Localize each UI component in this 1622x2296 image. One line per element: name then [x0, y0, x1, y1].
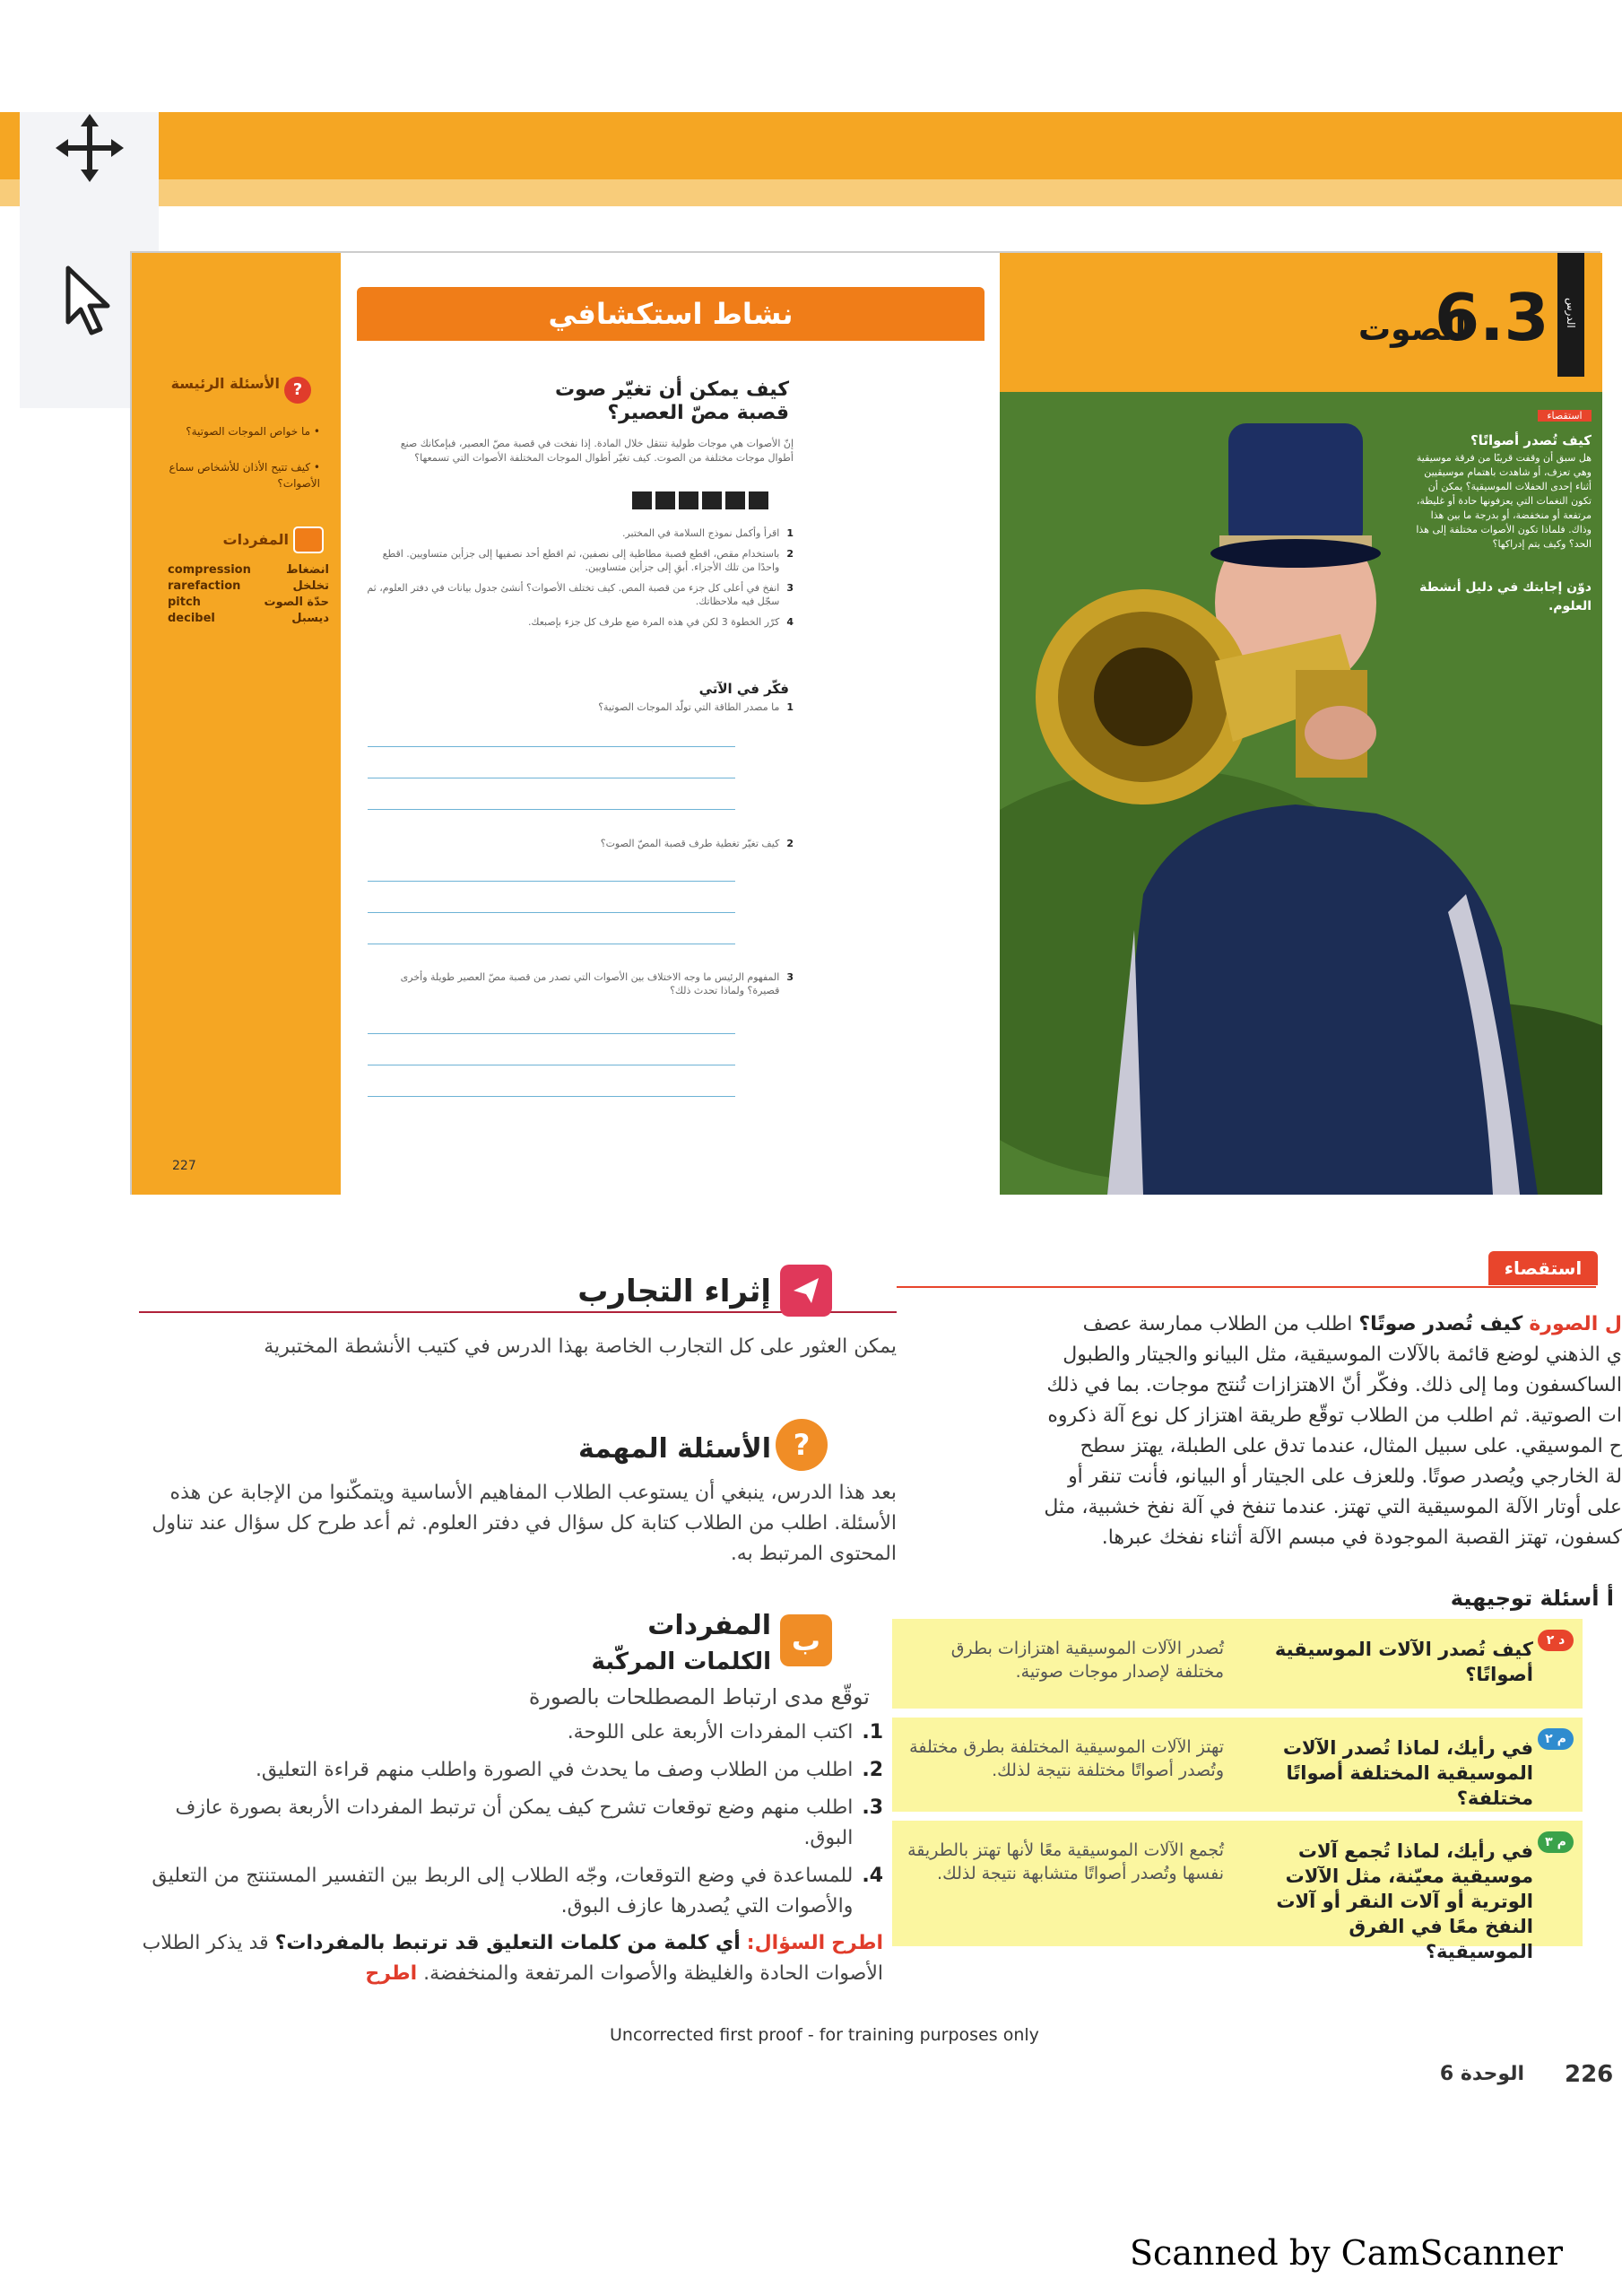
- step-number: 3: [786, 582, 794, 594]
- safety-icon: [655, 491, 675, 509]
- vocabulary-step: [143, 1755, 883, 1786]
- inquiry-first-line: [897, 1309, 1622, 1340]
- vocabulary-step-text: اكتب المفردات الأربعة على اللوحة.: [567, 1721, 854, 1744]
- page-number: 226: [1565, 2061, 1614, 2088]
- scanner-watermark: Scanned by CamScanner: [1130, 2233, 1564, 2273]
- think-about-it-heading: فكّر في الآتي: [698, 681, 789, 697]
- mini-inquiry-box: [1412, 410, 1592, 616]
- inquiry-line: على أوتار الآلة الموسيقية التي تهتز. عندما تنفخ في آلة نفخ خشبية، مثل: [1044, 1496, 1622, 1518]
- step-text: انفخ في أعلى كل جزء من قصبة المص. كيف تختلف الأصوات؟ أنشئ جدول بيانات في دفتر العلوم، ثم سجّل فيه ملاحظاتك.: [367, 582, 780, 607]
- vocabulary-title: المفردات: [647, 1610, 771, 1641]
- inquiry-rule: [897, 1286, 1596, 1288]
- vocabulary-step-text: اطلب من الطلاب وصف ما يحدث في الصورة واطلب منهم قراءة التعليق.: [255, 1759, 854, 1781]
- mini-vocab-row: [168, 562, 329, 578]
- trumpet-player-photo: [1000, 392, 1602, 1195]
- activity-step: [359, 547, 794, 574]
- ask-question: [139, 1928, 883, 1989]
- think-question-number: 3: [786, 971, 794, 983]
- mini-inquiry-text: هل سبق أن وقفت قريبًا من فرقة موسيقية وهي تعزف، أو شاهدت باهتمام موسيقيين أثناء إحدى الحفلات الموسيقية؟ يمكن أن تكون النغمات التي يعزفونها حادة أو غليظة، مرتفعة أو منخفضة، أو بدرجة ما بين هذا وذاك. فلماذا تكون الأصوات مختلفة إلى هذا الحد؟ وكيف يتم إدراكها؟: [1416, 451, 1592, 550]
- inquiry-tag-label: استقصاء: [1504, 1257, 1583, 1279]
- mini-vocab-ar: تخلخل: [292, 579, 329, 593]
- answer-line: [368, 1033, 735, 1034]
- question-text: أي كلمة من كلمات التعليق قد ترتبط بالمفردات؟: [274, 1932, 741, 1954]
- mini-vocab-en: pitch: [168, 596, 201, 609]
- vocabulary-step-number: 4.: [862, 1865, 883, 1887]
- inquiry-tag: [1488, 1251, 1598, 1285]
- answer-line: [368, 912, 735, 913]
- question-mark-icon: ?: [776, 1419, 828, 1471]
- mini-activity-column: [341, 253, 1000, 1195]
- inquiry-line: كسفون، تهتز القصبة الموجودة في مبسم الآلة أثناء نفخك عبرها.: [1101, 1526, 1622, 1549]
- activity-header: [357, 287, 984, 341]
- mini-vocab-en: compression: [168, 563, 251, 577]
- proof-note: Uncorrected first proof - for training purposes only: [610, 2025, 1039, 2045]
- unit-label: الوحدة 6: [1439, 2063, 1524, 2085]
- lesson-tag: الدرس: [1565, 298, 1577, 328]
- vocabulary-step-number: 1.: [862, 1721, 883, 1744]
- vocabulary-step: [143, 1861, 883, 1922]
- vocabulary-icon: [293, 526, 324, 553]
- ask-label: اطرح: [831, 1932, 883, 1954]
- answer-line: [368, 809, 735, 810]
- think-question-text: كيف تغيّر تغطية طرف قصبة المصّ الصوت؟: [600, 838, 780, 849]
- safety-icon: [632, 491, 652, 509]
- move-icon[interactable]: [54, 112, 126, 194]
- lesson-header: [1000, 253, 1602, 392]
- experiments-title: إثراء التجارب: [577, 1274, 771, 1309]
- safety-icons: [632, 491, 768, 509]
- mini-inquiry-question: كيف تُصدر أصواتًا؟: [1470, 432, 1592, 448]
- think-question-text: المفهوم الرئيس ما وجه الاختلاف بين الأصوات التي تصدر من قصبة مصّ العصير طويلة وأخرى قصيرة؟ ولماذا تحدث ذلك؟: [400, 971, 780, 996]
- step-number: 4: [786, 616, 794, 628]
- step-text: باستخدام مقص، اقطع قصبة مطاطية إلى نصفين، ثم اقطع أحد نصفيها إلى جزأين متساويين. اقطع واحدًا من تلك الأجزاء. أبقِ إلى جزأين متساويين.: [382, 548, 780, 573]
- answer-line: [368, 1096, 735, 1097]
- activity-step: [359, 526, 794, 540]
- step-text: اقرأ وأكمل نموذج السلامة في المختبر.: [621, 527, 780, 539]
- vocabulary-steps: [143, 1718, 883, 1922]
- mini-vocab-row: [168, 611, 329, 627]
- inquiry-section: [897, 1309, 1622, 1553]
- answer-line: [368, 881, 735, 882]
- ask-label: اطرح: [365, 1962, 418, 1985]
- think-question-text: ما مصدر الطاقة التي تولّد الموجات الصوتية؟: [598, 701, 780, 713]
- mini-notebook-note: دوّن إجابتك في دليل أنشطة العلوم.: [1419, 579, 1592, 613]
- vocabulary-subtitle: الكلمات المركّبة: [591, 1648, 771, 1675]
- vocabulary-step-number: 3.: [862, 1796, 883, 1819]
- activity-intro: إنّ الأصوات هي موجات طولية تنتقل خلال المادة. إذا نفخت في قصبة مصّ العصير، فبإمكانك صنع أطوال موجات مختلفة من الصوت. كيف تغيّر أطوال الموجات المختلفة الأصوات التي تسمعها؟: [400, 438, 794, 464]
- top-band-stripe: [0, 179, 1622, 206]
- guiding-question-row: [892, 1718, 1583, 1812]
- student-page-thumbnail: [130, 251, 1600, 1195]
- guiding-question-text: كيف تُصدر الآلات الموسيقية أصواتًا؟: [1274, 1639, 1533, 1685]
- activity-question: كيف يمكن أن تغيّر صوت قصبة مصّ العصير؟: [554, 378, 789, 424]
- safety-icon: [749, 491, 768, 509]
- think-question-number: 2: [786, 838, 794, 849]
- mini-sidebar-vocab-title: المفردات: [222, 531, 289, 548]
- safety-icon: [725, 491, 745, 509]
- activity-steps: [359, 526, 794, 636]
- lesson-title: الصوت: [1358, 311, 1467, 348]
- mini-sidebar: [132, 253, 341, 1195]
- vocabulary-step: [143, 1793, 883, 1854]
- mini-vocab-en: rarefaction: [168, 579, 241, 593]
- inquiry-line: ح الموسيقي. على سبيل المثال، عندما تدق على الطبلة، يهتز سطح: [1080, 1435, 1622, 1457]
- inquiry-line: ي الذهني لوضع قائمة بالآلات الموسيقية، مثل البيانو والجيتار والطبول: [1063, 1344, 1622, 1366]
- vocabulary-step-number: 2.: [862, 1759, 883, 1781]
- mini-vocab-en: decibel: [168, 612, 215, 625]
- mini-inquiry-tag: استقصاء: [1538, 410, 1592, 422]
- cursor-icon[interactable]: [63, 265, 117, 346]
- think-question-number: 1: [786, 701, 794, 713]
- question-label: السؤال:: [746, 1932, 826, 1954]
- key-questions-text: بعد هذا الدرس، ينبغي أن يستوعب الطلاب المفاهيم الأساسية ويتمكّنوا من الإجابة عن هذه الأسئلة. اطلب من الطلاب كتابة كل سؤال في دفتر العلوم. ثم أعد طرح كل سؤال عند تناول المحتوى المرتبط به.: [152, 1482, 897, 1565]
- vocabulary-step: [143, 1718, 883, 1748]
- step-number: 1: [786, 527, 794, 539]
- guiding-question-row: [892, 1821, 1583, 1962]
- inquiry-heading-question: كيف تُصدر صوتًا؟: [1358, 1313, 1523, 1335]
- inquiry-line: اطلب من الطلاب ممارسة عصف: [1082, 1313, 1353, 1335]
- vocabulary-step-text: اطلب منهم وضع توقعات تشرح كيف يمكن أن ترتبط المفردات الأربعة بصورة عازف البوق.: [175, 1796, 854, 1849]
- mini-vocab-ar: ديسبل: [291, 612, 329, 625]
- inquiry-line: الساكسفون وما إلى ذلك. وفكّر أنّ الاهتزازات تُنتج موجات. بما في ذلك: [1046, 1374, 1622, 1396]
- guiding-answer-text: تهتز الآلات الموسيقية المختلفة بطرق مختلفة وتُصدر أصواتًا مختلفة نتيجة لذلك.: [909, 1737, 1224, 1780]
- answer-line: [368, 746, 735, 747]
- question-mark-icon: ?: [284, 377, 311, 404]
- lesson-tag-bar: [1557, 253, 1584, 377]
- mini-page-number: 227: [172, 1159, 196, 1173]
- level-badge: د ٢: [1538, 1630, 1574, 1651]
- level-badge: م ٣: [1538, 1831, 1574, 1853]
- mini-sidebar-question-2: • كيف تتيح الأذان للأشخاص سماع الأصوات؟: [169, 461, 320, 490]
- mini-vocab-row: [168, 578, 329, 595]
- vocabulary-step-text: للمساعدة في وضع التوقعات، وجّه الطلاب إلى الربط بين التفسير المستنتج من التعليق والأصوات التي يُصدرها عازف البوق.: [152, 1865, 854, 1918]
- think-question-3: [390, 970, 794, 997]
- safety-icon: [679, 491, 698, 509]
- experiments-text: يمكن العثور على كل التجارب الخاصة بهذا الدرس في كتيب الأنشطة المختبرية: [264, 1335, 897, 1358]
- step-number: 2: [786, 548, 794, 560]
- guiding-answer-text: تُصدر الآلات الموسيقية اهتزازات بطرق مختلفة لإصدار موجات صوتية.: [950, 1639, 1224, 1682]
- think-question-1: [502, 701, 794, 713]
- guiding-questions-title: أ أسئلة توجيهية: [1450, 1586, 1614, 1611]
- step-text: كرّر الخطوة 3 لكن في هذه المرة ضع طرف كل جزء بإصبعك.: [527, 616, 780, 628]
- mini-vocab-row: [168, 595, 329, 611]
- mini-vocab-ar: انضغاط: [286, 563, 329, 577]
- guiding-question-text: في رأيك، لماذا تُصدر الآلات الموسيقية المختلفة أصواتًا مختلفة؟: [1282, 1737, 1533, 1809]
- activity-header-title: نشاط استكشافي: [548, 297, 794, 331]
- think-question-2: [502, 838, 794, 849]
- inquiry-line: لة الخارجي ويُصدر صوتًا. وللعزف على الجيتار أو البيانو، فأنت تنقر أو: [1068, 1465, 1622, 1488]
- vocabulary-intro: توقّع مدى ارتباط المصطلحات بالصورة: [528, 1684, 870, 1709]
- safety-icon: [702, 491, 722, 509]
- inquiry-heading-prefix: ل الصورة: [1529, 1313, 1622, 1335]
- question-answer: قد يذكر الطلاب الأصوات الحادة والغليظة والأصوات المرتفعة والمنخفضة.: [142, 1932, 883, 1985]
- lesson-number: 6.3: [1435, 280, 1549, 355]
- guiding-answer-text: تُجمع الآلات الموسيقية معًا لأنها تهتز بالطريقة نفسها وتُصدر أصواتًا متشابهة نتيجة لذلك.: [907, 1840, 1224, 1883]
- inquiry-line: ات الصوتية. ثم اطلب من الطلاب توقّع طريقة اهتزاز كل نوع آلة ذكروه: [1047, 1405, 1622, 1427]
- activity-step: [359, 615, 794, 629]
- vocabulary-icon: ب: [780, 1614, 832, 1666]
- guiding-question-row: [892, 1619, 1583, 1709]
- mini-sidebar-questions-title: الأسئلة الرئيسة: [170, 375, 280, 392]
- paper-plane-icon: [780, 1265, 832, 1317]
- activity-step: [359, 581, 794, 608]
- mini-vocab-ar: حدّة الصوت: [264, 596, 329, 609]
- mini-vocab-list: [168, 562, 329, 627]
- guiding-question-text: في رأيك، لماذا تُجمع آلات موسيقية معيّنة، مثل الآلات الوترية أو آلات النقر أو آلات النفخ معًا في الفرق الموسيقية؟: [1276, 1840, 1533, 1962]
- level-badge: م ٢: [1538, 1728, 1574, 1750]
- mini-sidebar-question-1: • ما خواص الموجات الصوتية؟: [186, 425, 320, 438]
- key-questions-title: الأسئلة المهمة: [577, 1433, 771, 1465]
